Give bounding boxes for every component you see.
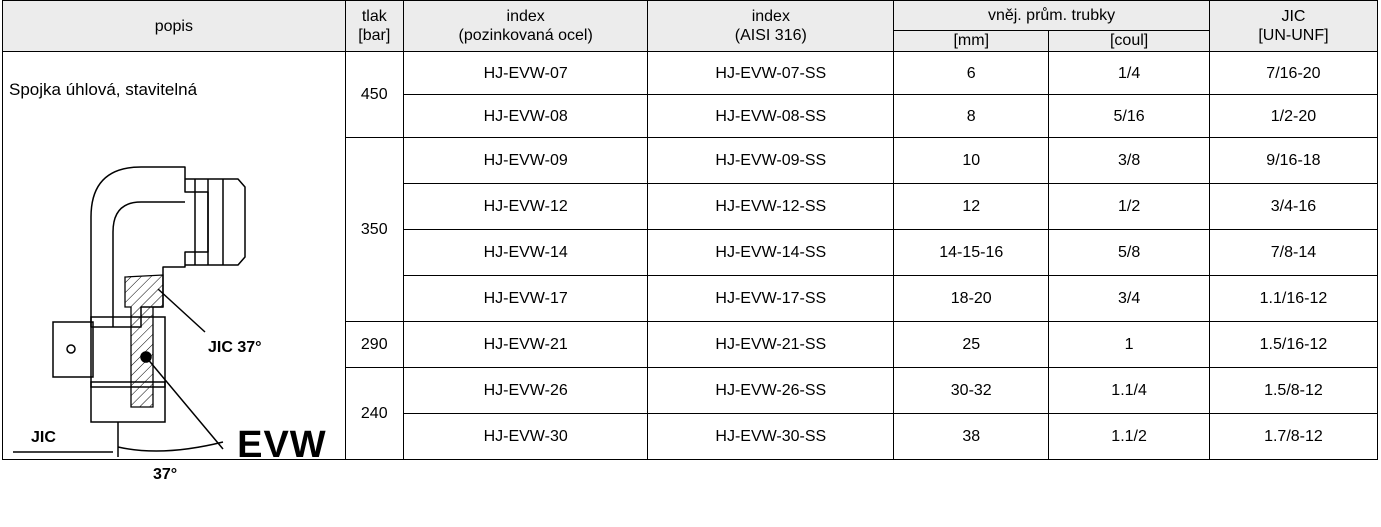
inch-cell: 1.1/4 [1049, 368, 1210, 414]
index-ss-cell: HJ-EVW-08-SS [648, 95, 894, 138]
jic-cell: 9/16-18 [1209, 138, 1377, 184]
mm-cell: 25 [894, 322, 1049, 368]
drawing-label-jic: JIC [31, 429, 56, 446]
index-ss-cell: HJ-EVW-26-SS [648, 368, 894, 414]
jic-cell: 3/4-16 [1209, 184, 1377, 230]
fitting-drawing [13, 157, 303, 483]
product-code: EVW [237, 424, 327, 466]
inch-cell: 1.1/2 [1049, 414, 1210, 460]
jic-cell: 1.1/16-12 [1209, 276, 1377, 322]
jic-cell: 1.7/8-12 [1209, 414, 1377, 460]
inch-cell: 3/4 [1049, 276, 1210, 322]
mm-cell: 6 [894, 52, 1049, 95]
mm-cell: 30-32 [894, 368, 1049, 414]
drawing-label-angle: 37° [153, 466, 178, 483]
fitting-spec-table [2, 0, 1378, 483]
index-cell: HJ-EVW-17 [403, 276, 648, 322]
index-ss-cell: HJ-EVW-07-SS [648, 52, 894, 95]
index-cell: HJ-EVW-21 [403, 322, 648, 368]
inch-cell: 1/2 [1049, 184, 1210, 230]
inch-cell: 5/8 [1049, 230, 1210, 276]
jic-cell: 1/2-20 [1209, 95, 1377, 138]
header-jic: JIC [UN-UNF] [1209, 1, 1377, 52]
header-popis: popis [3, 1, 346, 52]
index-ss-cell: HJ-EVW-12-SS [648, 184, 894, 230]
index-ss-cell: HJ-EVW-30-SS [648, 414, 894, 460]
mm-cell: 18-20 [894, 276, 1049, 322]
mm-cell: 14-15-16 [894, 230, 1049, 276]
index-ss-cell: HJ-EVW-14-SS [648, 230, 894, 276]
jic-cell: 7/16-20 [1209, 52, 1377, 95]
jic-cell: 7/8-14 [1209, 230, 1377, 276]
table-body [3, 52, 1378, 483]
jic-cell: 1.5/8-12 [1209, 368, 1377, 414]
inch-cell: 3/8 [1049, 138, 1210, 184]
header-pipe-mm: [mm] [894, 31, 1049, 52]
mm-cell: 12 [894, 184, 1049, 230]
index-cell: HJ-EVW-30 [403, 414, 648, 460]
jic-cell: 1.5/16-12 [1209, 322, 1377, 368]
index-cell: HJ-EVW-08 [403, 95, 648, 138]
pressure-cell: 240 [345, 368, 403, 460]
index-cell: HJ-EVW-07 [403, 52, 648, 95]
product-description: Spojka úhlová, stavitelná [9, 80, 198, 99]
header-tlak: tlak [bar] [345, 1, 403, 52]
header-pipe-od: vněj. prům. trubky [894, 1, 1210, 31]
table-header [3, 1, 1378, 52]
index-ss-cell: HJ-EVW-17-SS [648, 276, 894, 322]
index-ss-cell: HJ-EVW-09-SS [648, 138, 894, 184]
header-pipe-inch: [coul] [1049, 31, 1210, 52]
mm-cell: 38 [894, 414, 1049, 460]
index-ss-cell: HJ-EVW-21-SS [648, 322, 894, 368]
index-cell: HJ-EVW-12 [403, 184, 648, 230]
description-cell [3, 52, 346, 483]
index-cell: HJ-EVW-09 [403, 138, 648, 184]
pressure-cell: 350 [345, 138, 403, 322]
index-cell: HJ-EVW-26 [403, 368, 648, 414]
index-cell: HJ-EVW-14 [403, 230, 648, 276]
table-row [3, 52, 1378, 95]
inch-cell: 1/4 [1049, 52, 1210, 95]
header-index-ss: index (AISI 316) [648, 1, 894, 52]
pressure-cell: 290 [345, 322, 403, 368]
mm-cell: 8 [894, 95, 1049, 138]
inch-cell: 1 [1049, 322, 1210, 368]
drawing-label-jic37: JIC 37° [208, 339, 262, 356]
inch-cell: 5/16 [1049, 95, 1210, 138]
header-index-zinc: index (pozinkovaná ocel) [403, 1, 648, 52]
mm-cell: 10 [894, 138, 1049, 184]
pressure-cell: 450 [345, 52, 403, 138]
